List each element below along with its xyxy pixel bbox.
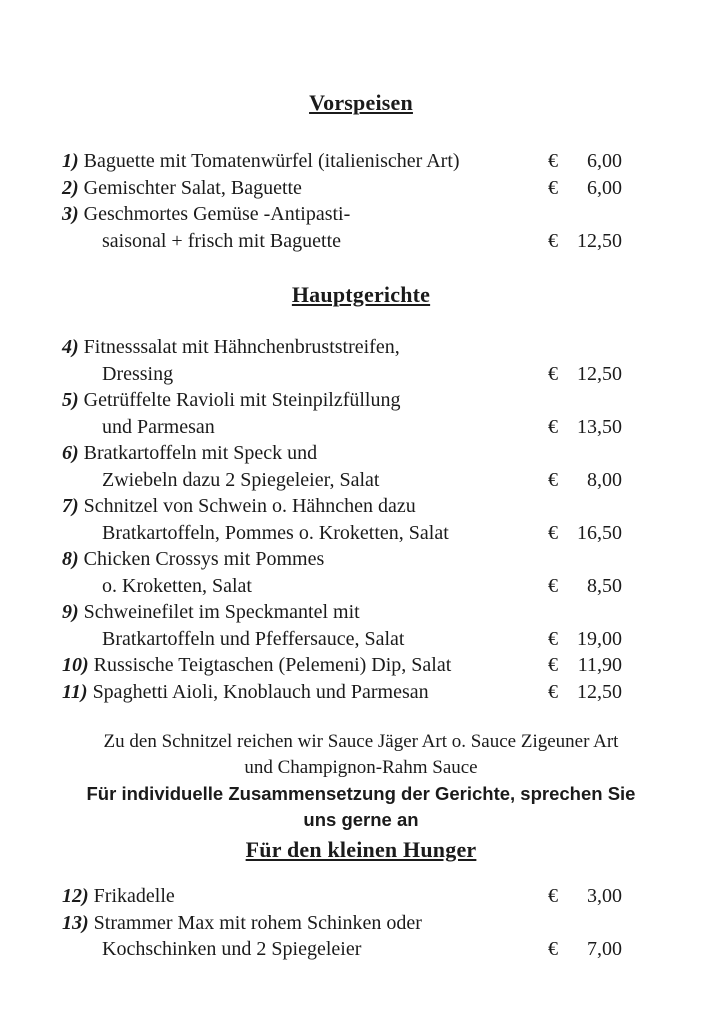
item-number: 12) bbox=[62, 885, 89, 907]
item-text-line bbox=[62, 201, 622, 228]
item-text-line bbox=[62, 175, 548, 202]
item-line bbox=[62, 573, 622, 600]
item-text: Russische Teigtaschen (Pelemeni) Dip, Salat bbox=[93, 654, 452, 676]
item-continuation: Zwiebeln dazu 2 Spiegeleier, Salat bbox=[102, 468, 380, 491]
item-text-line bbox=[62, 148, 548, 175]
section-title-vorspeisen: Vorspeisen bbox=[309, 90, 413, 115]
menu-section-kleiner-hunger bbox=[0, 883, 722, 963]
item-line bbox=[62, 201, 622, 228]
note-custom-line2: uns gerne an bbox=[303, 809, 419, 830]
menu-item bbox=[62, 148, 622, 175]
item-line bbox=[62, 520, 622, 547]
item-continuation: saisonal + frisch mit Baguette bbox=[102, 229, 342, 252]
item-line bbox=[62, 440, 622, 467]
item-line bbox=[62, 910, 622, 937]
euro-sign: € bbox=[548, 654, 558, 676]
item-text-line bbox=[62, 546, 622, 573]
euro-sign: € bbox=[548, 938, 558, 960]
item-text-line bbox=[62, 679, 548, 706]
item-text: Fitnesssalat mit Hähnchenbruststreifen, bbox=[83, 336, 400, 358]
menu-section-hauptgerichte bbox=[0, 334, 722, 705]
item-number: 2) bbox=[62, 176, 79, 199]
euro-sign: € bbox=[548, 680, 558, 703]
euro-sign: € bbox=[548, 229, 558, 252]
item-continuation: Dressing bbox=[102, 362, 174, 385]
item-continuation: und Parmesan bbox=[102, 415, 215, 438]
price-amount: 6,00 bbox=[587, 176, 622, 199]
price-amount: 12,50 bbox=[577, 229, 622, 252]
item-line bbox=[62, 546, 622, 573]
item-text: Chicken Crossys mit Pommes bbox=[83, 548, 325, 570]
euro-sign: € bbox=[548, 627, 558, 650]
price-amount: 7,00 bbox=[587, 938, 622, 960]
price-amount: 8,00 bbox=[587, 468, 622, 491]
euro-sign: € bbox=[548, 176, 558, 199]
item-text-line bbox=[62, 652, 548, 679]
item-text: Strammer Max mit rohem Schinken oder bbox=[93, 911, 422, 934]
item-price bbox=[548, 414, 622, 441]
euro-sign: € bbox=[548, 468, 558, 491]
menu-item bbox=[62, 546, 622, 599]
note-sauces-line2: und Champignon-Rahm Sauce bbox=[244, 757, 478, 778]
item-text: Schweinefilet im Speckmantel mit bbox=[83, 601, 360, 623]
price-amount: 3,00 bbox=[587, 885, 622, 907]
price-amount: 8,50 bbox=[587, 574, 622, 597]
item-line bbox=[62, 652, 622, 679]
item-line bbox=[62, 467, 622, 494]
menu-section-vorspeisen bbox=[0, 148, 722, 254]
item-number: 1) bbox=[62, 150, 79, 172]
euro-sign: € bbox=[548, 415, 558, 438]
item-line bbox=[62, 334, 622, 361]
price-amount: 11,90 bbox=[577, 654, 622, 676]
item-line bbox=[62, 228, 622, 255]
item-number: 11) bbox=[62, 680, 88, 703]
price-amount: 16,50 bbox=[577, 521, 622, 544]
price-amount: 19,00 bbox=[577, 627, 622, 650]
item-number: 4) bbox=[62, 336, 79, 358]
item-text: Bratkartoffeln mit Speck und bbox=[83, 442, 318, 464]
item-line bbox=[62, 626, 622, 653]
item-number: 13) bbox=[62, 911, 89, 934]
menu-item bbox=[62, 175, 622, 202]
item-number: 3) bbox=[62, 203, 79, 225]
item-price bbox=[548, 148, 622, 175]
item-line bbox=[62, 148, 622, 175]
item-line bbox=[62, 936, 622, 963]
menu-item bbox=[62, 493, 622, 546]
item-text-line bbox=[62, 440, 622, 467]
item-number: 8) bbox=[62, 548, 79, 570]
menu-item bbox=[62, 679, 622, 706]
price-amount: 6,00 bbox=[587, 150, 622, 172]
menu-item bbox=[62, 599, 622, 652]
item-price bbox=[548, 626, 622, 653]
item-text: Baguette mit Tomatenwürfel (italienischer Art) bbox=[83, 150, 460, 172]
section-title-kleiner-hunger: Für den kleinen Hunger bbox=[245, 837, 477, 862]
item-text: Geschmortes Gemüse -Antipasti- bbox=[83, 203, 351, 225]
item-continuation: o. Kroketten, Salat bbox=[102, 574, 252, 597]
menu-item bbox=[62, 652, 622, 679]
item-line bbox=[62, 414, 622, 441]
item-price bbox=[548, 883, 622, 910]
item-price bbox=[548, 467, 622, 494]
item-text: Gemischter Salat, Baguette bbox=[83, 176, 302, 199]
euro-sign: € bbox=[548, 574, 558, 597]
item-line bbox=[62, 493, 622, 520]
item-price bbox=[548, 679, 622, 706]
menu-item bbox=[62, 201, 622, 254]
item-continuation: Bratkartoffeln und Pfeffersauce, Salat bbox=[102, 627, 405, 650]
item-price bbox=[548, 936, 622, 963]
menu-item bbox=[62, 910, 622, 963]
item-number: 9) bbox=[62, 601, 79, 623]
item-number: 10) bbox=[62, 654, 89, 676]
price-amount: 12,50 bbox=[577, 680, 622, 703]
item-number: 6) bbox=[62, 442, 79, 464]
item-text: Getrüffelte Ravioli mit Steinpilzfüllung bbox=[83, 389, 401, 411]
euro-sign: € bbox=[548, 885, 558, 907]
item-number: 7) bbox=[62, 495, 79, 517]
item-line bbox=[62, 679, 622, 706]
item-line bbox=[62, 361, 622, 388]
menu-item bbox=[62, 334, 622, 387]
item-text-line bbox=[62, 910, 622, 937]
item-line bbox=[62, 883, 622, 910]
item-price bbox=[548, 175, 622, 202]
section-title-hauptgerichte: Hauptgerichte bbox=[291, 282, 431, 307]
item-text: Spaghetti Aioli, Knoblauch und Parmesan bbox=[92, 680, 429, 703]
price-amount: 12,50 bbox=[577, 362, 622, 385]
item-text-line bbox=[62, 883, 548, 910]
item-line bbox=[62, 175, 622, 202]
item-continuation: Bratkartoffeln, Pommes o. Kroketten, Salat bbox=[102, 521, 449, 544]
note-sauces-line1: Zu den Schnitzel reichen wir Sauce Jäger Art o. Sauce Zigeuner Art bbox=[103, 731, 619, 752]
item-price bbox=[548, 361, 622, 388]
note-custom-line1: Für individuelle Zusammensetzung der Gerichte, sprechen Sie bbox=[86, 783, 636, 804]
item-price bbox=[548, 520, 622, 547]
euro-sign: € bbox=[548, 362, 558, 385]
item-text: Frikadelle bbox=[93, 885, 175, 907]
menu-item bbox=[62, 387, 622, 440]
item-text: Schnitzel von Schwein o. Hähnchen dazu bbox=[83, 495, 416, 517]
item-text-line bbox=[62, 493, 622, 520]
euro-sign: € bbox=[548, 150, 558, 172]
price-amount: 13,50 bbox=[577, 415, 622, 438]
item-text-line bbox=[62, 387, 622, 414]
euro-sign: € bbox=[548, 521, 558, 544]
notes bbox=[0, 729, 722, 833]
item-price bbox=[548, 228, 622, 255]
item-continuation: Kochschinken und 2 Spiegeleier bbox=[102, 938, 362, 960]
menu-item bbox=[62, 440, 622, 493]
menu-item bbox=[62, 883, 622, 910]
item-text-line bbox=[62, 599, 622, 626]
item-line bbox=[62, 599, 622, 626]
item-number: 5) bbox=[62, 389, 79, 411]
item-line bbox=[62, 387, 622, 414]
item-price bbox=[548, 573, 622, 600]
item-text-line bbox=[62, 334, 622, 361]
item-price bbox=[548, 652, 622, 679]
